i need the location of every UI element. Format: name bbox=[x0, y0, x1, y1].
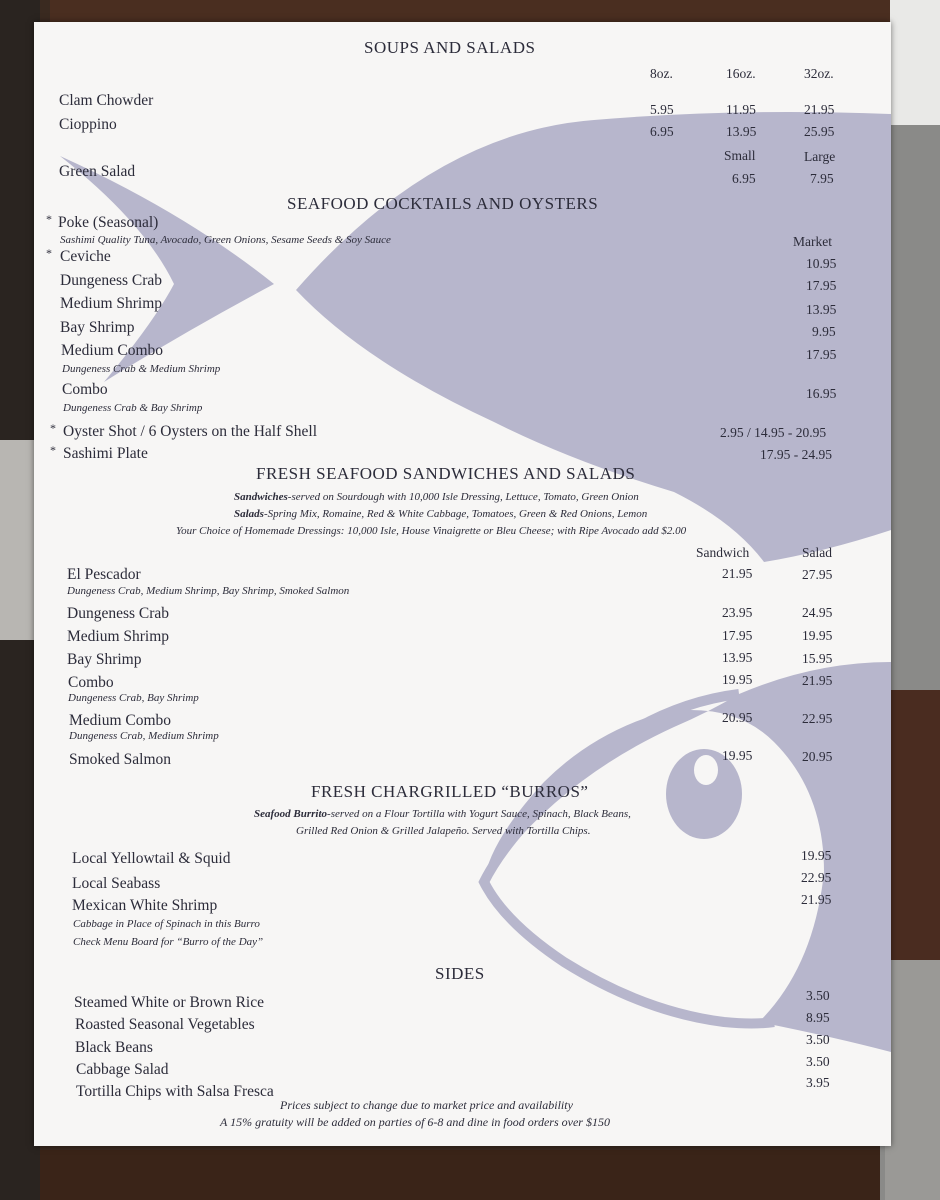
burros-desc-line1-bold: Seafood Burrito bbox=[254, 808, 328, 820]
menu-item-medium-combo-cocktail: Medium Combo bbox=[61, 342, 164, 359]
price-tortilla-chips: 3.95 bbox=[806, 1075, 830, 1090]
sandwiches-desc-line2 bbox=[234, 508, 647, 520]
menu-item-medium-shrimp-cocktail: Medium Shrimp bbox=[60, 295, 163, 312]
sandwiches-desc-line1 bbox=[234, 491, 639, 503]
price-pescador-salad: 27.95 bbox=[802, 567, 833, 582]
menu-item-dungeness-sandwich: Dungeness Crab bbox=[67, 605, 170, 622]
price-green-small: 6.95 bbox=[732, 171, 756, 186]
price-dungeness-salad: 24.95 bbox=[802, 605, 833, 620]
soups-col-small: Small bbox=[724, 148, 756, 163]
burros-desc-line1 bbox=[254, 808, 631, 820]
price-medium-combo-cocktail: 17.95 bbox=[806, 347, 837, 362]
asterisk-sashimi: * bbox=[50, 443, 56, 457]
price-dungeness-sandwich: 23.95 bbox=[722, 605, 753, 620]
asterisk-poke: * bbox=[46, 212, 52, 226]
soups-section-title: SOUPS AND SALADS bbox=[364, 38, 536, 57]
menu-item-seabass: Local Seabass bbox=[72, 875, 161, 892]
background-wood-panel bbox=[885, 690, 940, 960]
price-black-beans: 3.50 bbox=[806, 1032, 830, 1047]
background-floor bbox=[885, 960, 940, 1200]
desc-medium-combo-sandwich: Dungeness Crab, Medium Shrimp bbox=[69, 730, 219, 742]
sandwiches-section-title: FRESH SEAFOOD SANDWICHES AND SALADS bbox=[256, 464, 636, 483]
menu-item-sashimi: Sashimi Plate bbox=[63, 445, 148, 462]
burros-desc-line1-rest: -served on a Flour Tortilla with Yogurt Sauce, Spinach, Black Beans, bbox=[327, 808, 631, 820]
burros-note1: Cabbage in Place of Spinach in this Burro bbox=[73, 918, 260, 930]
desc-combo-sandwich: Dungeness Crab, Bay Shrimp bbox=[68, 692, 199, 704]
price-poke: Market bbox=[793, 234, 832, 249]
menu-item-cioppino: Cioppino bbox=[59, 116, 117, 133]
footer-price-notice: Prices subject to change due to market price and availability bbox=[280, 1098, 573, 1112]
soups-col-32oz: 32oz. bbox=[804, 66, 834, 81]
price-clam-8oz: 5.95 bbox=[650, 102, 674, 117]
price-medium-shrimp-cocktail: 13.95 bbox=[806, 302, 837, 317]
menu-item-bay-shrimp-cocktail: Bay Shrimp bbox=[60, 319, 135, 336]
side-item-tortilla-chips: Tortilla Chips with Salsa Fresca bbox=[76, 1083, 274, 1100]
soups-col-16oz: 16oz. bbox=[726, 66, 756, 81]
price-combo-cocktail: 16.95 bbox=[806, 386, 837, 401]
sandwiches-desc-line3: Your Choice of Homemade Dressings: 10,000 Isle, House Vinaigrette or Bleu Cheese; with Ripe Avocado add $2.00 bbox=[176, 525, 687, 537]
price-bay-shrimp-salad: 15.95 bbox=[802, 651, 833, 666]
asterisk-ceviche: * bbox=[46, 246, 52, 260]
price-seabass: 22.95 bbox=[801, 870, 832, 885]
menu-item-clam-chowder: Clam Chowder bbox=[59, 92, 154, 109]
burros-section-title: FRESH CHARGRILLED “BURROS” bbox=[311, 782, 589, 801]
price-medium-shrimp-sandwich: 17.95 bbox=[722, 628, 753, 643]
menu-item-el-pescador: El Pescador bbox=[67, 566, 141, 583]
sandwiches-col-sandwich: Sandwich bbox=[696, 545, 750, 560]
background-bottom-wood bbox=[40, 1150, 880, 1200]
soups-col-8oz: 8oz. bbox=[650, 66, 673, 81]
side-item-rice: Steamed White or Brown Rice bbox=[74, 994, 264, 1011]
sides-section-title: SIDES bbox=[435, 964, 485, 983]
desc-poke: Sashimi Quality Tuna, Avocado, Green Onions, Sesame Seeds & Soy Sauce bbox=[60, 234, 391, 246]
price-dungeness-cocktail: 17.95 bbox=[806, 278, 837, 293]
price-rice: 3.50 bbox=[806, 988, 830, 1003]
soups-col-large: Large bbox=[804, 149, 836, 164]
side-item-black-beans: Black Beans bbox=[75, 1039, 153, 1056]
price-cioppino-16oz: 13.95 bbox=[726, 124, 757, 139]
cocktails-section-title: SEAFOOD COCKTAILS AND OYSTERS bbox=[287, 194, 599, 213]
price-oyster: 2.95 / 14.95 - 20.95 bbox=[720, 425, 827, 440]
background-wall-light bbox=[885, 0, 940, 125]
price-clam-32oz: 21.95 bbox=[804, 102, 835, 117]
price-cioppino-32oz: 25.95 bbox=[804, 124, 835, 139]
menu-item-dungeness-cocktail: Dungeness Crab bbox=[60, 272, 163, 289]
price-bay-shrimp-cocktail: 9.95 bbox=[812, 324, 836, 339]
price-pescador-sandwich: 21.95 bbox=[722, 566, 753, 581]
menu-item-medium-combo-sandwich: Medium Combo bbox=[69, 712, 172, 729]
price-bay-shrimp-sandwich: 13.95 bbox=[722, 650, 753, 665]
price-combo-sandwich: 19.95 bbox=[722, 672, 753, 687]
menu-item-combo-cocktail: Combo bbox=[62, 381, 108, 398]
asterisk-oyster: * bbox=[50, 421, 56, 435]
menu-item-bay-shrimp-sandwich: Bay Shrimp bbox=[67, 651, 142, 668]
burros-note2: Check Menu Board for “Burro of the Day” bbox=[73, 936, 264, 948]
desc-combo-cocktail: Dungeness Crab & Bay Shrimp bbox=[63, 402, 203, 414]
price-combo-salad: 21.95 bbox=[802, 673, 833, 688]
price-ceviche: 10.95 bbox=[806, 256, 837, 271]
desc-medium-combo-cocktail: Dungeness Crab & Medium Shrimp bbox=[62, 363, 221, 375]
price-salmon-salad: 20.95 bbox=[802, 749, 833, 764]
menu-item-medium-shrimp-sandwich: Medium Shrimp bbox=[67, 628, 170, 645]
side-item-cabbage-salad: Cabbage Salad bbox=[76, 1061, 169, 1078]
fish-eye-highlight bbox=[694, 755, 718, 785]
price-sashimi: 17.95 - 24.95 bbox=[760, 447, 832, 462]
price-mexican-shrimp: 21.95 bbox=[801, 892, 832, 907]
sandwiches-desc-line2-bold: Salads bbox=[234, 508, 264, 520]
menu-item-poke: Poke (Seasonal) bbox=[58, 214, 159, 231]
price-cioppino-8oz: 6.95 bbox=[650, 124, 674, 139]
price-clam-16oz: 11.95 bbox=[726, 102, 756, 117]
menu-item-smoked-salmon: Smoked Salmon bbox=[69, 751, 172, 768]
sandwiches-desc-line1-rest: -served on Sourdough with 10,000 Isle Dressing, Lettuce, Tomato, Green Onion bbox=[287, 491, 639, 503]
sandwiches-desc-line1-bold: Sandwiches bbox=[234, 491, 288, 503]
price-medium-combo-sandwich: 20.95 bbox=[722, 710, 753, 725]
side-item-vegetables: Roasted Seasonal Vegetables bbox=[75, 1016, 255, 1033]
menu-item-green-salad: Green Salad bbox=[59, 163, 136, 180]
menu-sheet bbox=[34, 22, 891, 1146]
sandwiches-col-salad: Salad bbox=[802, 545, 832, 560]
price-medium-combo-salad: 22.95 bbox=[802, 711, 833, 726]
price-medium-shrimp-salad: 19.95 bbox=[802, 628, 833, 643]
price-green-large: 7.95 bbox=[810, 171, 834, 186]
menu-item-oyster: Oyster Shot / 6 Oysters on the Half Shell bbox=[63, 423, 318, 440]
background-left-grey bbox=[0, 440, 38, 640]
menu-item-yellowtail: Local Yellowtail & Squid bbox=[72, 850, 231, 867]
footer-gratuity-notice: A 15% gratuity will be added on parties of 6-8 and dine in food orders over $150 bbox=[220, 1115, 610, 1129]
menu-item-mexican-shrimp: Mexican White Shrimp bbox=[72, 897, 218, 914]
sandwiches-desc-line2-rest: -Spring Mix, Romaine, Red & White Cabbage, Tomatoes, Green & Red Onions, Lemon bbox=[263, 508, 648, 520]
price-cabbage-salad: 3.50 bbox=[806, 1054, 830, 1069]
burros-desc-line2: Grilled Red Onion & Grilled Jalapeño. Served with Tortilla Chips. bbox=[296, 825, 591, 837]
price-yellowtail: 19.95 bbox=[801, 848, 832, 863]
menu-item-ceviche: Ceviche bbox=[60, 248, 111, 265]
desc-el-pescador: Dungeness Crab, Medium Shrimp, Bay Shrimp, Smoked Salmon bbox=[67, 585, 350, 597]
price-salmon-sandwich: 19.95 bbox=[722, 748, 753, 763]
price-vegetables: 8.95 bbox=[806, 1010, 830, 1025]
menu-item-combo-sandwich: Combo bbox=[68, 674, 114, 691]
